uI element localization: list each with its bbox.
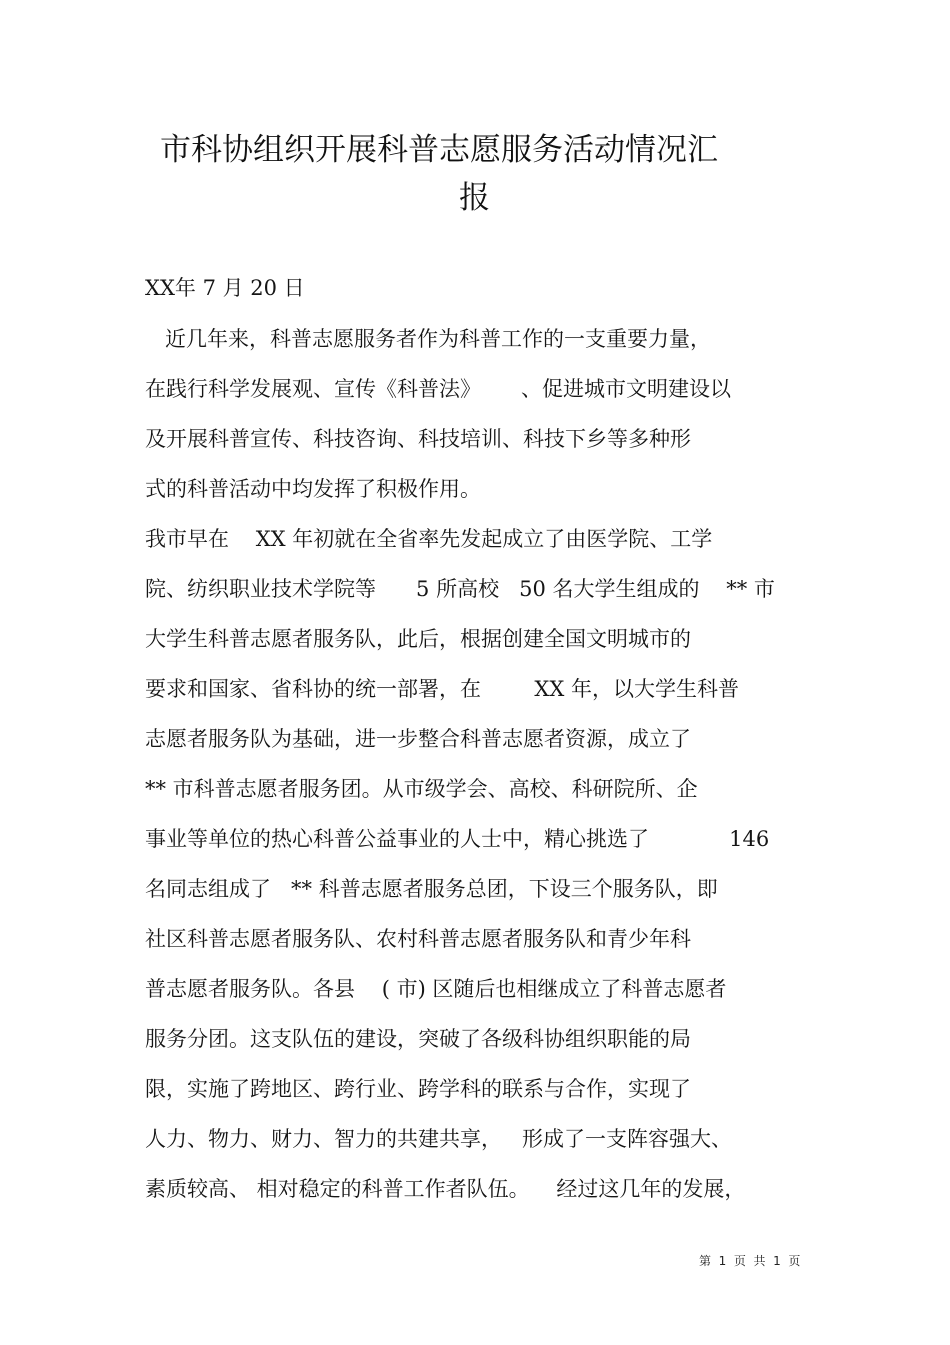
- document-title-line-2: 报: [459, 180, 490, 216]
- body-line: 普志愿者服务队。各县 ( 市) 区随后也相继成立了科普志愿者: [145, 977, 727, 1001]
- body-line: 限，实施了跨地区、跨行业、跨学科的联系与合作，实现了: [145, 1077, 691, 1101]
- document-date: XX年 7 月 20 日: [145, 276, 305, 300]
- body-line: 我市早在 XX 年初就在全省率先发起成立了由医学院、工学: [145, 527, 713, 551]
- body-line: 近几年来，科普志愿服务者作为科普工作的一支重要力量，: [145, 327, 712, 351]
- body-line: 社区科普志愿者服务队、农村科普志愿者服务队和青少年科: [145, 927, 691, 951]
- page-footer: 第 1 页 共 1 页: [699, 1254, 801, 1268]
- body-line: 事业等单位的热心科普公益事业的人士中，精心挑选了 146: [145, 827, 770, 851]
- body-line: 及开展科普宣传、科技咨询、科技培训、科技下乡等多种形: [145, 427, 691, 451]
- body-line: 名同志组成了 ** 科普志愿者服务总团，下设三个服务队，即: [145, 877, 718, 901]
- body-line: ** 市科普志愿者服务团。从市级学会、高校、科研院所、企: [145, 777, 698, 801]
- body-line: 要求和国家、省科协的统一部署，在 XX 年，以大学生科普: [145, 677, 739, 701]
- body-line: 式的科普活动中均发挥了积极作用。: [145, 477, 481, 501]
- body-line: 素质较高、 相对稳定的科普工作者队伍。 经过这几年的发展，: [145, 1177, 746, 1201]
- body-line: 志愿者服务队为基础，进一步整合科普志愿者资源，成立了: [145, 727, 691, 751]
- body-line: 人力、物力、财力、智力的共建共享， 形成了一支阵容强大、: [145, 1127, 733, 1151]
- body-line: 院、纺织职业技术学院等 5 所高校 50 名大学生组成的 ** 市: [145, 577, 775, 601]
- body-line: 在践行科学发展观、宣传《科普法》 、促进城市文明建设以: [145, 377, 732, 401]
- body-line: 服务分团。这支队伍的建设，突破了各级科协组织职能的局: [145, 1027, 691, 1051]
- body-line: 大学生科普志愿者服务队，此后，根据创建全国文明城市的: [145, 627, 691, 651]
- document-title-line-1: 市科协组织开展科普志愿服务活动情况汇: [160, 132, 718, 168]
